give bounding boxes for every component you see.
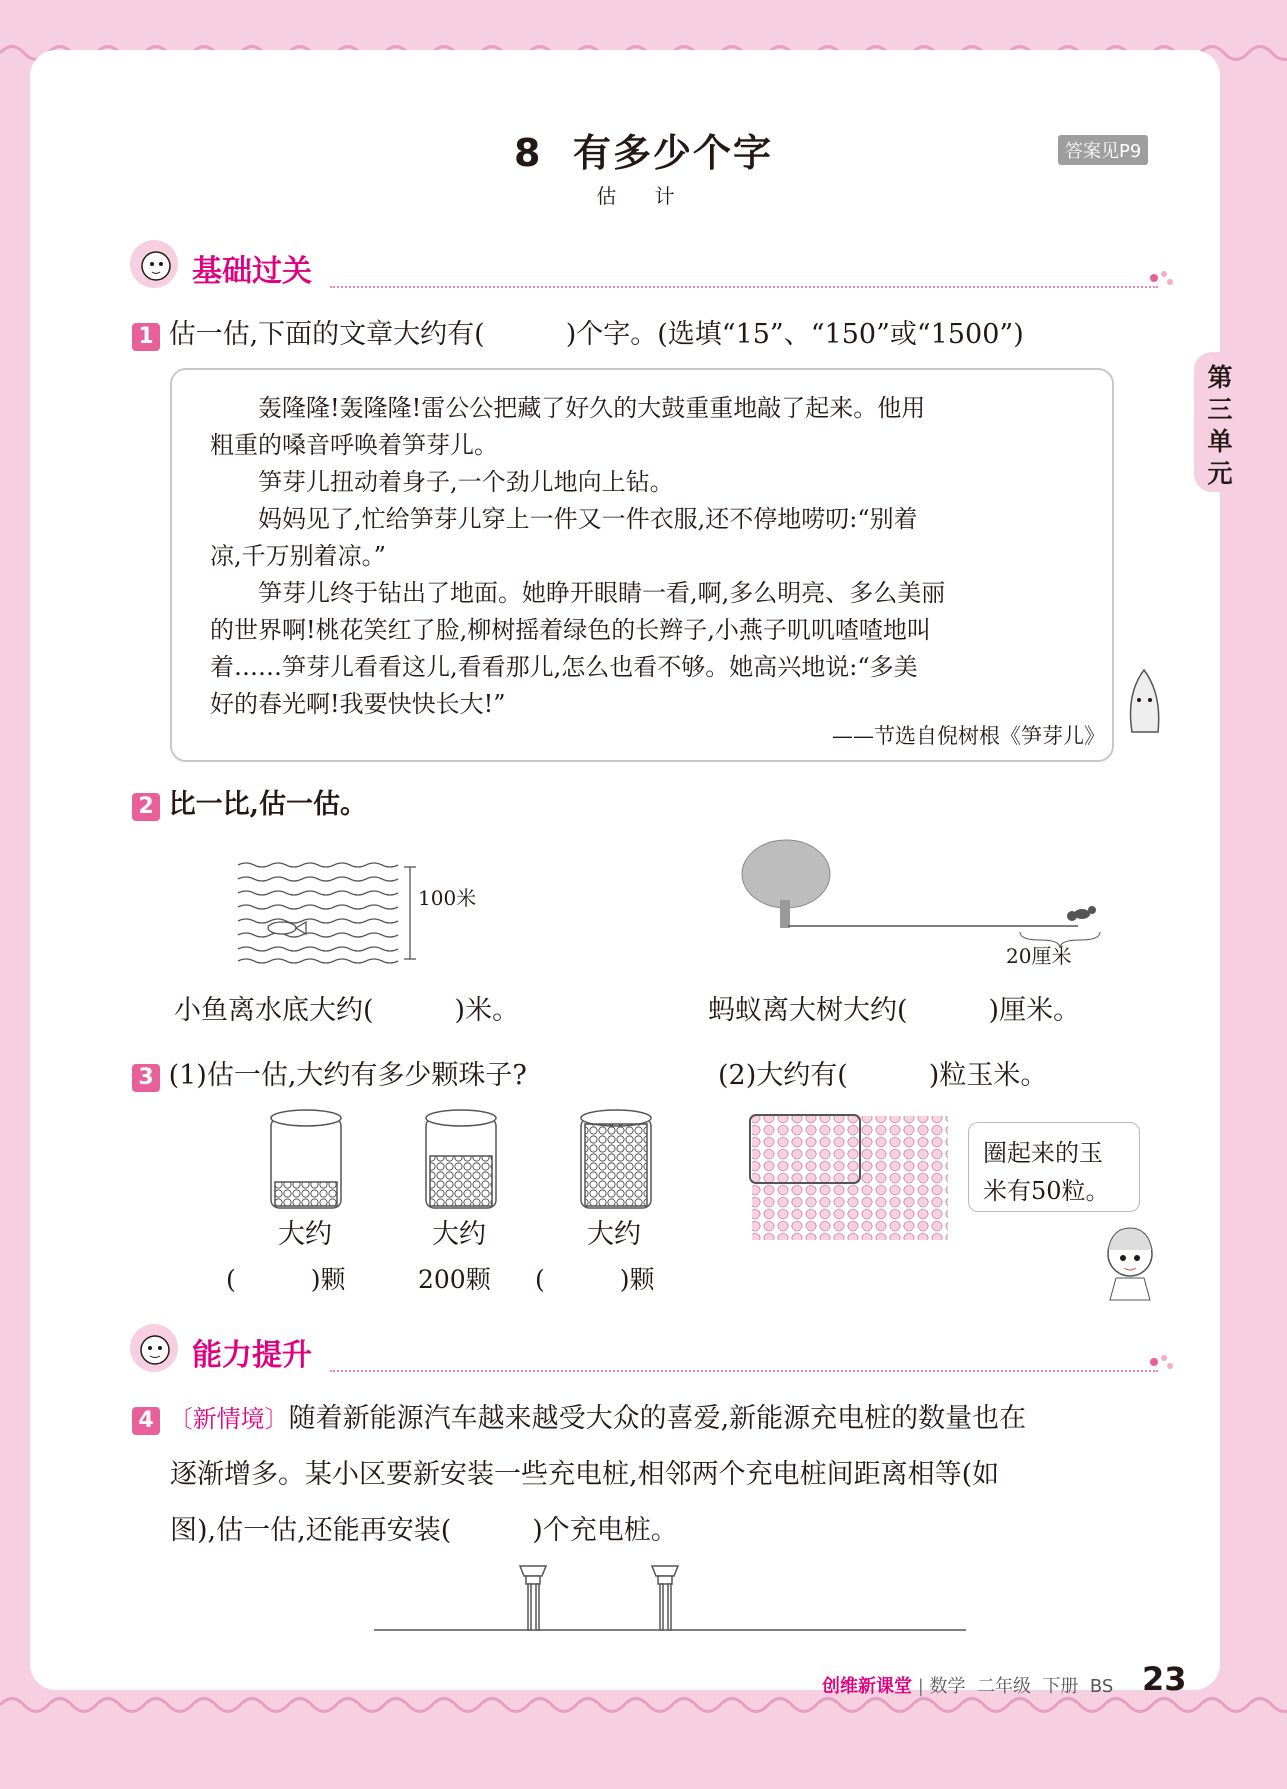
lesson-subtitle: 估 计 [596, 184, 691, 208]
section-advance-heading: 能力提升 [192, 1338, 312, 1373]
passage-line: 笋芽儿终于钻出了地面。她睁开眼睛一看,啊,多么明亮、多么美丽 [210, 579, 946, 607]
passage-source: ——节选自倪树根《笋芽儿》 [832, 724, 1105, 748]
corn-kernels-figure [748, 1112, 953, 1244]
page-number: 23 [1142, 1660, 1187, 1698]
section-divider [330, 1370, 1158, 1372]
passage-line: 粗重的嗓音呼唤着笋芽儿。 [210, 431, 498, 459]
jar-1-answer: ( )颗 [226, 1265, 346, 1294]
jar-2-label: 大约 [432, 1219, 486, 1250]
q4-prompt [132, 1396, 1182, 1435]
q3-part2: (2)大约有( )粒玉米。 [718, 1060, 1048, 1091]
footer-edition: BS [1089, 1676, 1114, 1697]
unit-tab-label: 第三单元 [1207, 363, 1233, 488]
q4-line-2: 逐渐增多。某小区要新安装一些充电桩,相邻两个充电桩间距离相等(如 [170, 1459, 1000, 1490]
passage-box [170, 368, 1114, 762]
passage-line: 凉,千万别着凉。” [210, 542, 386, 570]
footer-term: 下册 [1042, 1676, 1079, 1697]
dots-icon [1148, 1352, 1178, 1372]
speech-line: 米有50粒。 [983, 1177, 1110, 1205]
girl-mascot-icon [1090, 1220, 1170, 1302]
fish-question: 小鱼离水底大约( )米。 [174, 995, 520, 1026]
speech-line: 圈起来的玉 [983, 1139, 1103, 1167]
bamboo-shoot-icon [1122, 664, 1168, 734]
q1-text: 估一估,下面的文章大约有( )个字。(选填“15”、“150”或“1500”) [168, 319, 1024, 350]
q2-prompt [132, 782, 367, 821]
monkey-mascot-icon [128, 1322, 180, 1374]
q4-number-badge: 4 [132, 1407, 160, 1435]
passage-line: 的世界啊!桃花笑红了脸,柳树摇着绿色的长辫子,小燕子叽叽喳喳地叫 [210, 616, 931, 644]
q4-line-1: 随着新能源汽车越来越受大众的喜爱,新能源充电桩的数量也在 [288, 1403, 1027, 1434]
footer-grade: 二年级 [976, 1676, 1031, 1697]
lesson-number: 8 [514, 131, 543, 175]
passage-line: 笋芽儿扭动着身子,一个劲儿地向上钻。 [210, 468, 674, 496]
q1-prompt [132, 312, 1024, 351]
q4-line-3: 图),估一估,还能再安装( )个充电桩。 [170, 1515, 678, 1546]
answer-reference-badge: 答案见P9 [1058, 135, 1148, 165]
section-divider [330, 286, 1158, 288]
lesson-name: 有多少个字 [572, 131, 773, 175]
section-basic-heading: 基础过关 [192, 254, 312, 289]
q4-tag: 〔新情境〕 [168, 1405, 289, 1433]
dots-icon [1148, 268, 1178, 288]
speech-bubble [968, 1122, 1140, 1212]
bead-jars-figure [265, 1108, 715, 1214]
q3-number-badge: 3 [132, 1064, 160, 1092]
jar-3-label: 大约 [587, 1219, 641, 1250]
q3-prompt [132, 1053, 527, 1092]
fish-water-figure [232, 855, 462, 970]
q2-number-badge: 2 [132, 793, 160, 821]
passage-line: 好的春光啊!我要快快长大!” [210, 690, 506, 718]
ant-question: 蚂蚁离大树大约( )厘米。 [708, 995, 1081, 1026]
passage-line: 轰隆隆!轰隆隆!雷公公把藏了好久的大鼓重重地敲了起来。他用 [210, 394, 926, 422]
q3-part1: (1)估一估,大约有多少颗珠子? [168, 1060, 527, 1091]
passage-line: 妈妈见了,忙给笋芽儿穿上一件又一件衣服,还不停地唠叨:“别着 [210, 505, 918, 533]
q1-number-badge: 1 [132, 323, 160, 351]
jar-2-answer: 200颗 [418, 1265, 491, 1294]
footer-info: 创维新课堂 | 数学 二年级 下册 BS [822, 1676, 1114, 1697]
footer-subject: 数学 [929, 1676, 966, 1697]
jar-3-answer: ( )颗 [535, 1265, 655, 1294]
boy-mascot-icon [128, 238, 180, 290]
charging-piles-figure [372, 1558, 972, 1638]
q2-text: 比一比,估一估。 [168, 789, 367, 820]
tree-ant-figure [738, 832, 1118, 957]
fish-distance-label: 100米 [418, 886, 477, 910]
jar-1-label: 大约 [278, 1219, 332, 1250]
footer-brand: 创维新课堂 [822, 1676, 912, 1697]
passage-line: 着……笋芽儿看看这儿,看看那儿,怎么也看不够。她高兴地说:“多美 [210, 653, 918, 681]
ant-distance-label: 20厘米 [1006, 944, 1072, 968]
